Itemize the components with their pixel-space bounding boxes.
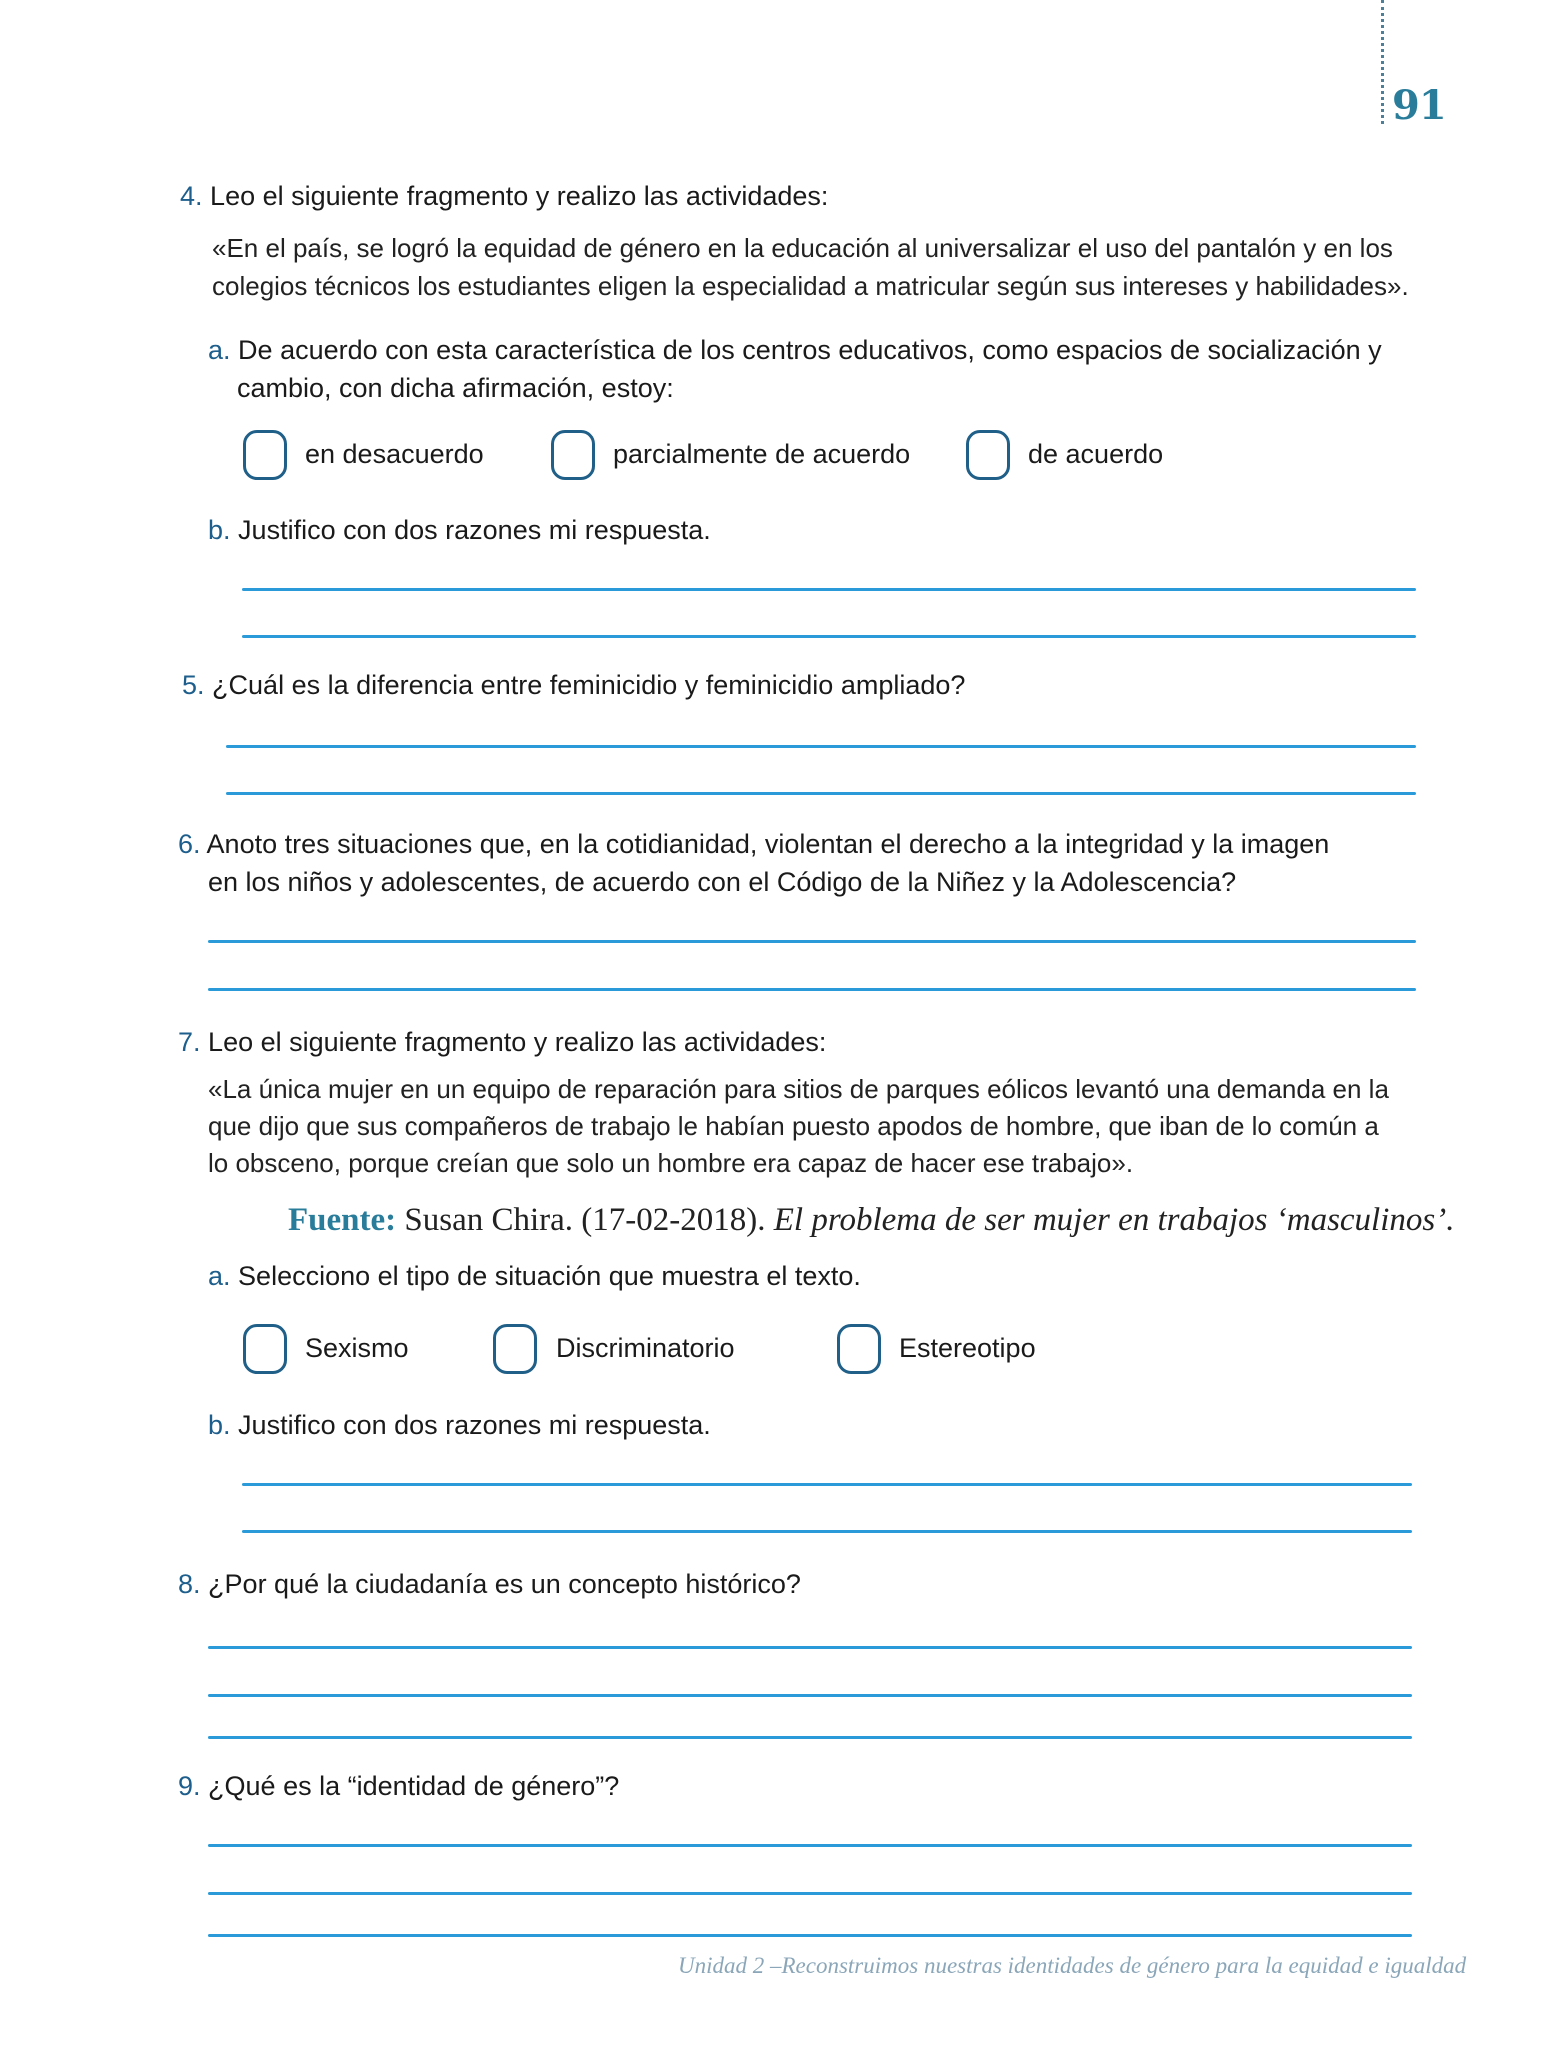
- checkbox-label-estereotipo: Estereotipo: [899, 1333, 1036, 1363]
- question-4-title: [180, 178, 828, 215]
- question-7b-letter: b.: [208, 1410, 231, 1440]
- source-author-date: Susan Chira. (17-02-2018).: [404, 1202, 766, 1238]
- checkbox-label-de-acuerdo: de acuerdo: [1028, 439, 1164, 469]
- question-7-text: Leo el siguiente fragmento y realizo las actividades:: [208, 1027, 827, 1057]
- question-8: [178, 1566, 801, 1603]
- answer-line-9-1[interactable]: [208, 1844, 1412, 1847]
- answer-line-7b-1[interactable]: [242, 1483, 1412, 1486]
- checkbox-label-discriminatorio: Discriminatorio: [556, 1333, 735, 1363]
- question-4-text: Leo el siguiente fragmento y realizo las actividades:: [210, 181, 829, 211]
- checkbox-label-en-desacuerdo: en desacuerdo: [305, 439, 484, 469]
- question-4b-text: Justifico con dos razones mi respuesta.: [238, 515, 711, 545]
- question-6-line-2: en los niños y adolescentes, de acuerdo con el Código de la Niñez y la Adolescencia?: [208, 867, 1237, 897]
- answer-line-5-1[interactable]: [226, 745, 1416, 748]
- answer-line-5-2[interactable]: [226, 792, 1416, 795]
- question-6-number: 6.: [178, 829, 201, 859]
- question-4b-letter: b.: [208, 515, 231, 545]
- question-7a-text: Selecciono el tipo de situación que muestra el texto.: [238, 1261, 861, 1291]
- question-5: [182, 667, 965, 704]
- question-7-quote-line-2: que dijo que sus compañeros de trabajo le habían puesto apodos de hombre, que iban de lo común a: [208, 1111, 1379, 1141]
- checkbox-en-desacuerdo[interactable]: [243, 430, 287, 480]
- checkbox-sexismo[interactable]: [243, 1324, 287, 1374]
- question-6-text: Anoto tres situaciones que, en la cotidianidad, violentan el derecho a la integridad y la imagen: [206, 829, 1330, 859]
- question-6-line-1: [178, 826, 1329, 863]
- question-4-number: 4.: [180, 181, 203, 211]
- answer-line-7b-2[interactable]: [242, 1530, 1412, 1533]
- checkbox-label-sexismo: Sexismo: [305, 1333, 409, 1363]
- answer-line-8-1[interactable]: [208, 1646, 1412, 1649]
- question-7-number: 7.: [178, 1027, 201, 1057]
- question-8-text: ¿Por qué la ciudadanía es un concepto histórico?: [208, 1569, 801, 1599]
- question-7-title: [178, 1024, 826, 1061]
- question-4-quote-line-2: colegios técnicos los estudiantes eligen la especialidad a matricular según sus intereses y habilidades».: [212, 271, 1409, 301]
- question-7b-text: Justifico con dos razones mi respuesta.: [238, 1410, 711, 1440]
- question-7-quote-line-1: «La única mujer en un equipo de reparación para sitios de parques eólicos levantó una demanda en la: [208, 1074, 1389, 1104]
- question-7-quote-line-3: lo obsceno, porque creían que solo un hombre era capaz de hacer ese trabajo».: [208, 1148, 1134, 1178]
- header-dotted-divider: [1381, 0, 1384, 124]
- checkbox-label-parcialmente-de-acuerdo: parcialmente de acuerdo: [613, 439, 911, 469]
- answer-line-4b-2[interactable]: [242, 635, 1416, 638]
- answer-line-6-2[interactable]: [208, 988, 1416, 991]
- answer-line-8-3[interactable]: [208, 1736, 1412, 1739]
- question-4a-letter: a.: [208, 335, 231, 365]
- source-title: El problema de ser mujer en trabajos ‘masculinos’.: [773, 1202, 1455, 1238]
- question-5-number: 5.: [182, 670, 205, 700]
- question-4a-text: De acuerdo con esta característica de los centros educativos, como espacios de socialización y: [238, 335, 1382, 365]
- checkbox-discriminatorio[interactable]: [493, 1324, 537, 1374]
- answer-line-8-2[interactable]: [208, 1694, 1412, 1697]
- question-8-number: 8.: [178, 1569, 201, 1599]
- question-9: [178, 1768, 619, 1805]
- answer-line-4b-1[interactable]: [242, 588, 1416, 591]
- quote-source: [288, 1198, 1454, 1242]
- question-7b: [208, 1407, 711, 1444]
- page-number: 91: [1392, 82, 1446, 129]
- question-9-number: 9.: [178, 1771, 201, 1801]
- checkbox-estereotipo[interactable]: [837, 1324, 881, 1374]
- source-label: Fuente:: [288, 1202, 397, 1238]
- answer-line-9-3[interactable]: [208, 1934, 1412, 1937]
- checkbox-parcialmente-de-acuerdo[interactable]: [551, 430, 595, 480]
- question-7a-letter: a.: [208, 1261, 231, 1291]
- question-4b: [208, 512, 711, 549]
- question-4-quote-line-1: «En el país, se logró la equidad de género en la educación al universalizar el uso del pantalón y en los: [212, 233, 1393, 263]
- answer-line-9-2[interactable]: [208, 1892, 1412, 1895]
- question-7a: [208, 1258, 861, 1295]
- question-4a-line-1: [208, 332, 1382, 369]
- answer-line-6-1[interactable]: [208, 940, 1416, 943]
- question-5-text: ¿Cuál es la diferencia entre feminicidio y feminicidio ampliado?: [212, 670, 966, 700]
- question-4a-line-2: cambio, con dicha afirmación, estoy:: [237, 373, 674, 403]
- question-9-text: ¿Qué es la “identidad de género”?: [208, 1771, 620, 1801]
- checkbox-de-acuerdo[interactable]: [966, 430, 1010, 480]
- page-footer: Unidad 2 –Reconstruimos nuestras identidades de género para la equidad e igualdad: [678, 1953, 1467, 1978]
